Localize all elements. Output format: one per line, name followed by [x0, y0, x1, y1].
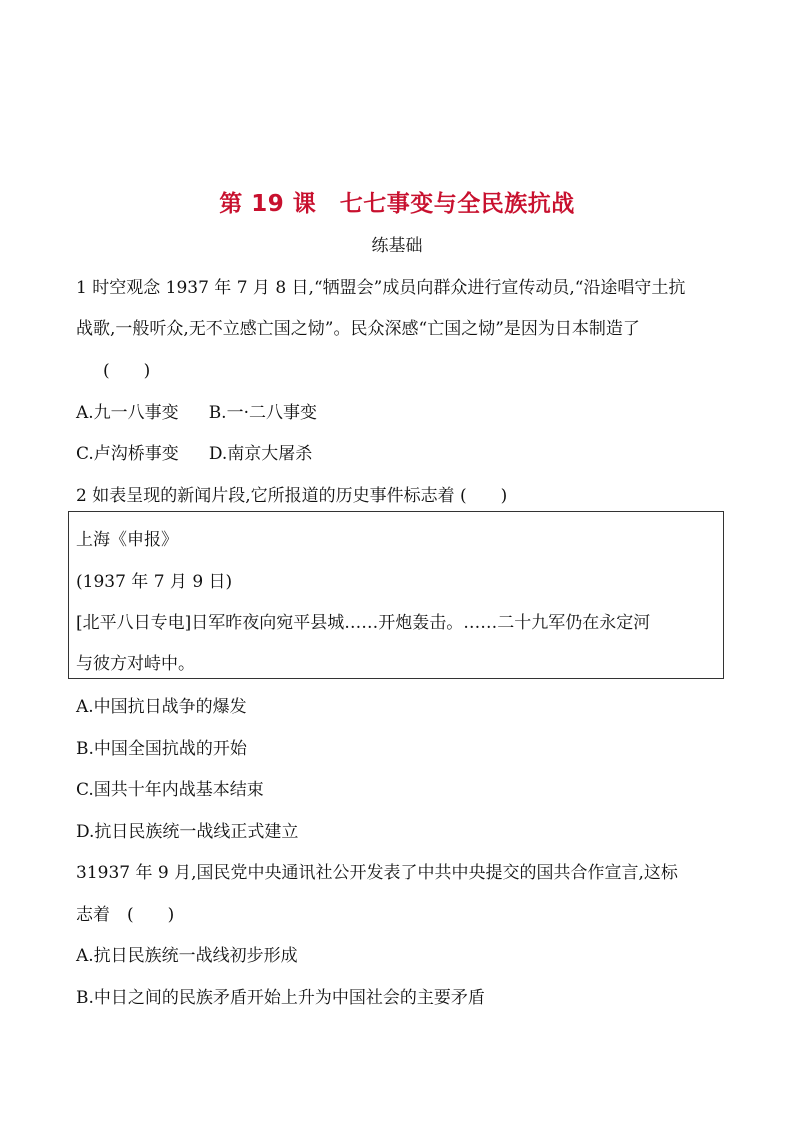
q2-stem: 2 如表呈现的新闻片段,它所报道的历史事件标志着 ( ) [76, 486, 508, 506]
page-title: 第 19 课 七七事变与全民族抗战 [219, 191, 575, 217]
q1-option-b: B.一·二八事变 [208, 403, 317, 423]
q3-option-b: B.中日之间的民族矛盾开始上升为中国社会的主要矛盾 [76, 988, 485, 1008]
q2-option-d: D.抗日民族统一战线正式建立 [76, 822, 299, 842]
q1-option-a: A.九一八事变 [76, 403, 179, 423]
news-date: (1937 年 7 月 9 日) [76, 572, 233, 592]
section-subtitle: 练基础 [371, 236, 423, 256]
q3-stem-line2: 志着 ( ) [76, 905, 175, 925]
q2-option-c: C.国共十年内战基本结束 [76, 780, 264, 800]
news-text-line1: [北平八日专电]日军昨夜向宛平县城……开炮轰击。……二十九军仍在永定河 [76, 613, 651, 633]
q1-answer-blank: ( ) [103, 361, 151, 381]
q3-stem-line1: 31937 年 9 月,国民党中央通讯社公开发表了中共中央提交的国共合作宣言,这标 [76, 863, 678, 883]
q1-option-c: C.卢沟桥事变 [76, 444, 179, 464]
news-source: 上海《申报》 [76, 530, 178, 550]
q2-option-a: A.中国抗日战争的爆发 [76, 697, 247, 717]
news-excerpt-box [68, 511, 724, 679]
q1-options-row1 [76, 398, 317, 423]
q1-option-d: D.南京大屠杀 [208, 444, 313, 464]
q1-stem-line1: 1 时空观念 1937 年 7 月 8 日,“牺盟会”成员向群众进行宣传动员,“沿途唱守土抗 [76, 278, 686, 298]
q1-options-row2 [76, 439, 312, 464]
news-text-line2: 与彼方对峙中。 [76, 654, 195, 674]
q2-option-b: B.中国全国抗战的开始 [76, 739, 247, 759]
q3-option-a: A.抗日民族统一战线初步形成 [76, 946, 298, 966]
q1-stem-line2: 战歌,一般听众,无不立感亡国之恸”。民众深感“亡国之恸”是因为日本制造了 [76, 319, 640, 339]
